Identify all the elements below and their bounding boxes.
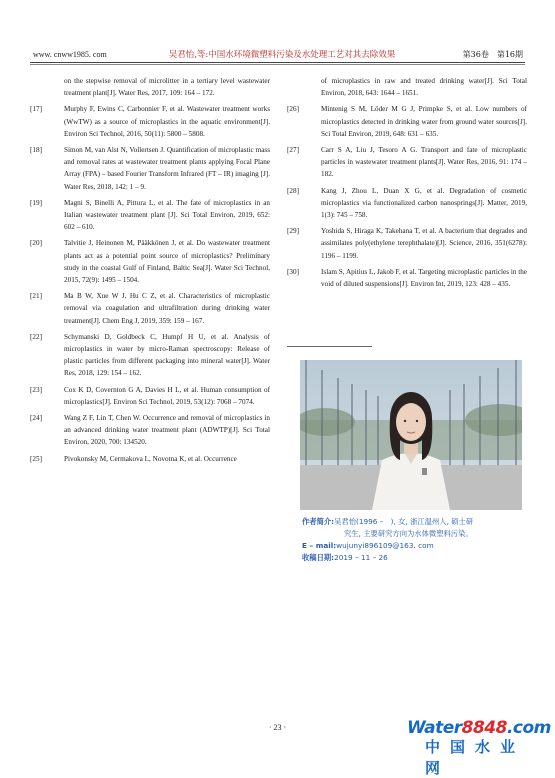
- reference-text: Islam S, Apitius L, Jakob F, et al. Targeting microplastic particles in the void of diluted suspensions[J]. Environ Int, 2019, 123: 428 – 435.: [321, 267, 527, 289]
- water8848-logo: [407, 718, 551, 777]
- reference-number: [21]: [30, 292, 42, 301]
- reference-item: [287, 144, 527, 181]
- reference-number: [30]: [287, 267, 299, 276]
- reference-number: [29]: [287, 227, 299, 236]
- header-volume-issue: 第36卷 第16期: [462, 50, 523, 59]
- logo-number: 8848: [461, 718, 507, 738]
- reference-number: [22]: [30, 332, 42, 341]
- header-rule: [30, 62, 525, 63]
- reference-item: [30, 290, 270, 327]
- reference-text: Kang J, Zhou L, Duan X G, et al. Degradation of cosmetic microplastics via functionalized carbon nanosprings[J]. Matter, 2019, 1(3): 745 – 758.: [321, 186, 527, 220]
- reference-text: Magni S, Binelli A, Pittura L, et al. The fate of microplastics in an Italian wastewater treatment plant [J]. Sci Total Environ, 2019, 652: 602 – 610.: [64, 198, 270, 232]
- reference-text: on the stepwise removal of microlitter in a tertiary level wastewater treatment plant[J]. Water Res, 2017, 109: 164 – 172.: [64, 77, 270, 98]
- logo-chinese: 中国水业网: [425, 738, 526, 777]
- reference-text: Cox K D, Covernton G A, Davies H L, et al. Human consumption of microplastics[J]. Environ Sci Technol, 2019, 53(12): 7068 – 7074.: [64, 385, 270, 406]
- reference-text: Talvitie J, Heinonen M, Pääkkönen J, et al. Do wastewater treatment plants act as a potential point source of microplastics? Preliminary study in the coastal Gulf of Finland, Baltic Sea[J]. Water Sci Technol, 2015, 72(9): 1495 – 1504.: [64, 239, 270, 285]
- reference-item: [30, 197, 270, 234]
- logo-word: Water: [407, 718, 462, 738]
- reference-text: Murphy F, Ewins C, Carbonnier F, et al. Wastewater treatment works (WwTW) as a source of microplastics in the aquatic environment[J]. Environ Sci Technol, 2016, 50(11): 5800 – 5808.: [64, 105, 270, 138]
- reference-item: [30, 144, 270, 193]
- received-label: 收稿日期:: [302, 553, 335, 562]
- author-line1: 吴君怡(1996 – ), 女, 浙江温州人, 硕士研: [334, 517, 474, 526]
- reference-item: [287, 185, 527, 222]
- header-rule-thin: [30, 64, 525, 65]
- reference-number: [25]: [30, 454, 42, 463]
- email-line: [302, 540, 527, 552]
- reference-text: Pivokonsky M, Cermakova L, Novotna K, et al. Occurrence: [64, 454, 237, 463]
- reference-text: Wang Z F, Lin T, Chen W. Occurrence and removal of microplastics in an advanced drinking water treatment plant (ADWTP)[J]. Sci Total Environ, 2020, 700: 134520.: [64, 414, 270, 447]
- reference-text: Mintenig S M, Löder M G J, Primpke S, et al. Low numbers of microplastics detected in drinking water from ground water sources[J]. Sci Total Environ, 2019, 648: 631 – 635.: [321, 105, 527, 138]
- reference-text: Schymanski D, Goldbeck C, Humpf H U, et al. Analysis of microplastics in water by micro-Raman spectroscopy: Release of plastic particles from different packaging into mineral water[J]. Water Res, 2018, 129: 154 – 162.: [64, 332, 270, 378]
- reference-item: [30, 103, 270, 140]
- reference-text: of microplastics in raw and treated drinking water[J]. Sci Total Environ, 2018, 643: 1644 – 1651.: [321, 77, 527, 98]
- reference-item: [287, 75, 527, 99]
- reference-number: [19]: [30, 198, 42, 207]
- reference-number: [20]: [30, 239, 42, 248]
- reference-number: [23]: [30, 385, 42, 394]
- author-photo: [300, 360, 522, 510]
- author-bio: [302, 516, 527, 564]
- header-website: www. cnww1985. com: [33, 50, 107, 59]
- reference-item: [30, 453, 270, 465]
- references-column-right: [287, 75, 527, 294]
- received-line: [302, 552, 527, 564]
- reference-number: [27]: [287, 146, 299, 155]
- logo-suffix: .com: [506, 718, 551, 738]
- reference-number: [24]: [30, 414, 42, 423]
- reference-item: [30, 331, 270, 380]
- email-label: E – mail:: [302, 541, 337, 550]
- author-line2: 究生, 主要研究方向为水体微塑料污染。: [344, 529, 473, 538]
- references-column-left: [30, 75, 270, 469]
- reference-text: Simon M, van Alst N, Vollertsen J. Quantification of microplastic mass and removal rates at wastewater treatment plants applying Focal Plane Array (FPA) – based Fourier Transform Infrared (FT – IR) imaging [J]. Water Res, 2018, 142: 1 – 9.: [64, 146, 270, 191]
- reference-text: Carr S A, Liu J, Tesoro A G. Transport and fate of microplastic particles in wastewater treatment plants[J]. Water Res, 2016, 91: 174 – 182.: [321, 146, 527, 179]
- reference-number: [26]: [287, 105, 299, 114]
- reference-item: [30, 412, 270, 449]
- reference-item: [30, 237, 270, 286]
- author-label: 作者简介:: [302, 517, 335, 526]
- reference-text: Ma B W, Xue W J, Hu C Z, et al. Characteristics of microplastic removal via coagulation and ultrafiltration during drinking water treatment[J]. Chem Eng J, 2019, 359: 159 – 167.: [64, 292, 270, 325]
- reference-item: [287, 225, 527, 262]
- header-running-title: 吴君怡,等:中国水环境微塑料污染及水处理工艺对其去除效果: [168, 50, 396, 60]
- author-intro: [302, 516, 527, 528]
- footnote-separator: [287, 346, 372, 347]
- received-value: 2019 – 11 – 26: [334, 553, 388, 562]
- reference-number: [18]: [30, 146, 42, 155]
- reference-number: [17]: [30, 105, 42, 114]
- logo-wordmark: [407, 718, 551, 738]
- page-number: · 23 ·: [268, 723, 287, 732]
- reference-item: [287, 103, 527, 140]
- reference-item: [287, 266, 527, 290]
- email-value[interactable]: wujunyi896109@163. com: [336, 541, 434, 550]
- reference-text: Yoshida S, Hiraga K, Takehana T, et al. A bacterium that degrades and assimilates poly(ethylene terephthalate)[J]. Science, 2016, 351(6278): 1196 – 1199.: [321, 227, 527, 260]
- reference-item: [30, 75, 270, 99]
- reference-item: [30, 384, 270, 408]
- reference-number: [28]: [287, 186, 299, 195]
